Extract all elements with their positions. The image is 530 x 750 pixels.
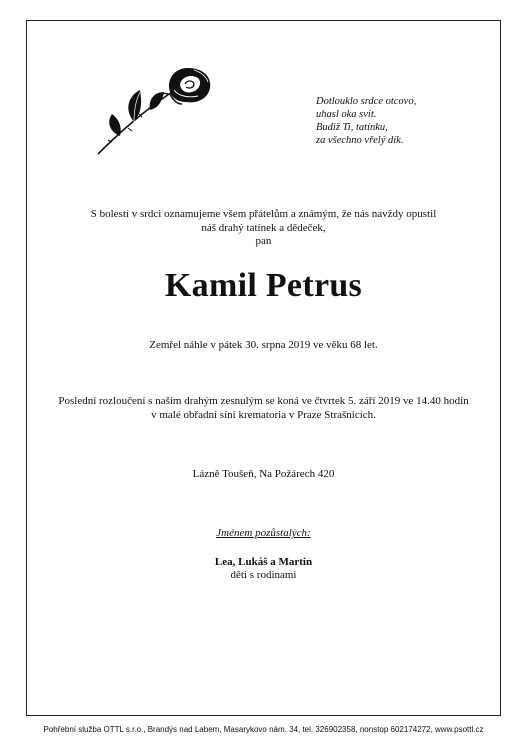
poem-line: uhasl oka svit. xyxy=(316,109,377,120)
address: Lázně Toušeň, Na Požárech 420 xyxy=(192,468,335,480)
farewell-line: Poslední rozloučení s naším drahým zesnulým se koná ve čtvrtek 5. září 2019 ve 14.40 hodin xyxy=(58,395,469,407)
farewell-line: v malé obřadní síni krematoria v Praze Strašnicích. xyxy=(151,408,376,421)
survivors-heading xyxy=(26,527,501,541)
announcement-line: S bolestí v srdci oznamujeme všem přátelům a známým, že nás navždy opustil xyxy=(90,208,437,220)
poem-line: Dotlouklo srdce otcovo, xyxy=(316,96,417,107)
death-notice: Zemřel náhle v pátek 30. srpna 2019 ve věku 68 let. xyxy=(149,339,378,351)
farewell-info xyxy=(26,395,501,422)
announcement-line: náš drahý tatínek a dědeček, xyxy=(201,221,326,234)
survivors-names: Lea, Lukáš a Martin xyxy=(214,556,313,568)
survivors-heading-text: Jménem pozůstalých: xyxy=(216,527,311,539)
poem xyxy=(316,95,486,147)
poem-line: Budiž Ti, tatínku, xyxy=(316,122,388,133)
rose-icon xyxy=(90,62,220,158)
poem-line: za všechno vřelý dík. xyxy=(316,135,404,146)
footer-funeral-service: Pohřební služba OTTL s.r.o., Brandýs nad Labem, Masarykovo nám. 34, tel. 326902358, nonstop 602174272, www.psottl.cz xyxy=(43,725,484,734)
announcement-line: pan xyxy=(255,235,272,247)
survivors-subtitle: děti s rodinami xyxy=(230,569,297,581)
announcement xyxy=(26,208,501,249)
deceased-name: Kamil Petrus xyxy=(164,267,363,304)
